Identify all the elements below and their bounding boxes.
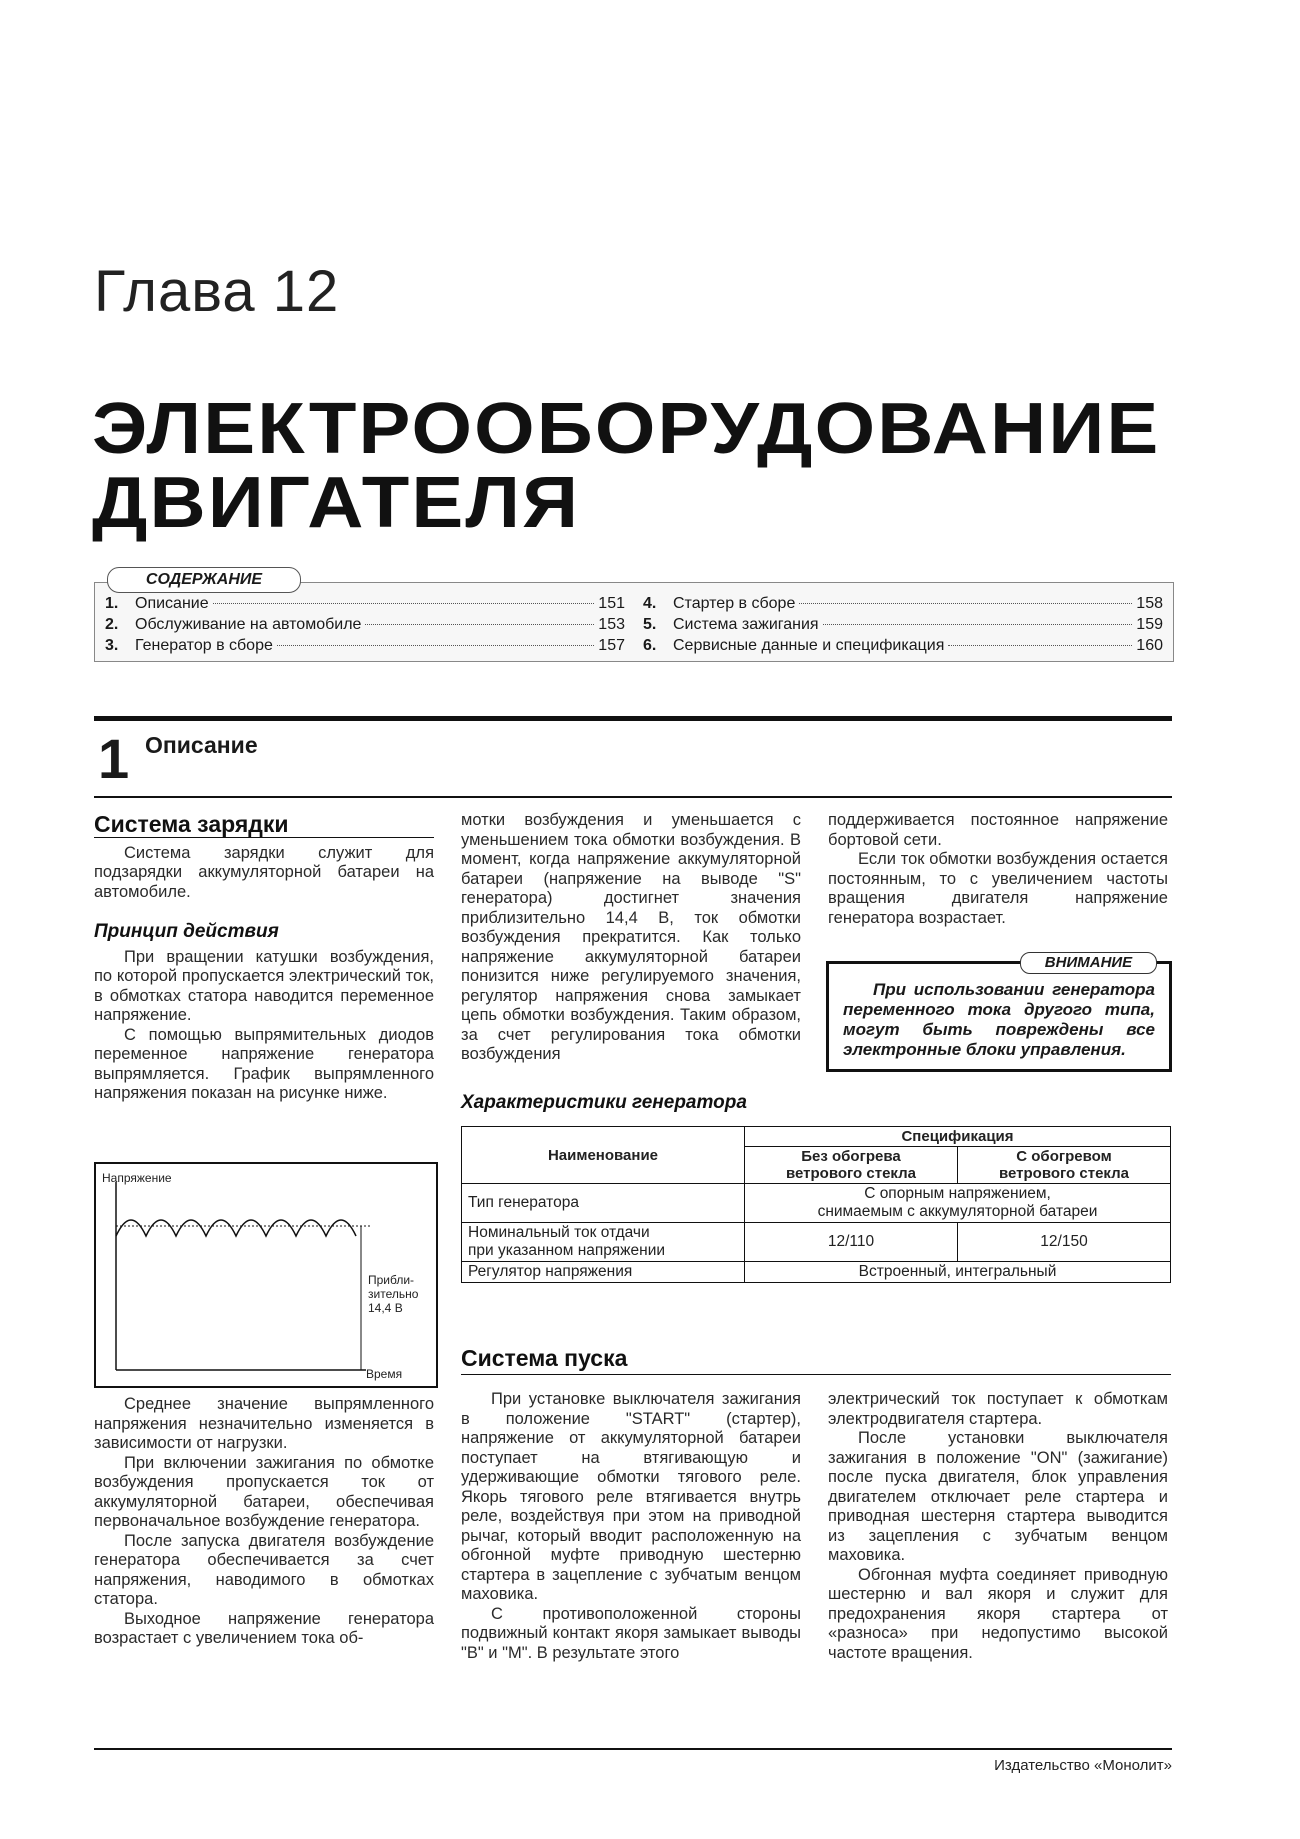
toc-right-column <box>643 593 1163 656</box>
toc-item-number: 3. <box>105 637 119 654</box>
toc-item-page: 153 <box>598 616 625 633</box>
paragraph: После установки выключателя зажигания в положение "ON" (зажигание) после пуска двигателя, блок управления двигателем отключает реле стартера и приводная шестерня стартера выводится из зацепления с зубчатым венцом маховика. <box>828 1429 1168 1564</box>
generator-spec-table <box>461 1126 1171 1283</box>
toc-item-page: 158 <box>1136 595 1163 612</box>
toc-item[interactable] <box>105 635 625 656</box>
toc-item-title: Сервисные данные и спецификация <box>673 637 945 654</box>
table-of-contents <box>94 582 1174 662</box>
toc-item-title: Генератор в сборе <box>135 637 273 654</box>
warning-text: При использовании генератора переменного тока другого типа, могут быть повреждены все электронные блоки управления. <box>843 980 1155 1059</box>
column-3-top <box>828 811 1168 928</box>
column-1-bottom <box>94 1395 434 1649</box>
paragraph: Если ток обмотки возбуждения остается постоянным, то с увеличением частоты вращения двигателя напряжение генератора возрастает. <box>828 850 1168 927</box>
toc-leader <box>799 603 1132 604</box>
graph-level-label-3: 14,4 В <box>368 1301 403 1315</box>
toc-item-number: 2. <box>105 616 119 633</box>
paragraph: С противоположенной стороны подвижный контакт якоря замыкает выводы "B" и "M". В результате этого <box>461 1604 801 1662</box>
toc-left-column <box>105 593 625 656</box>
graph-level-label-1: Прибли- <box>368 1273 415 1287</box>
paragraph: поддерживается постоянное напряжение бортовой сети. <box>828 811 1168 849</box>
footer-rule <box>94 1748 1172 1750</box>
toc-item-page: 157 <box>598 637 625 654</box>
table-header-name: Наименование <box>462 1127 745 1184</box>
voltage-graph <box>94 1162 438 1388</box>
table-cell-value: 12/110 <box>745 1223 958 1262</box>
toc-item-page: 151 <box>598 595 625 612</box>
paragraph: С помощью выпрямительных диодов переменное напряжение генератора выпрямляется. График выпрямленного напряжения показан на рисунке ниже. <box>94 1025 434 1102</box>
graph-y-label: Напряжение <box>102 1171 172 1185</box>
table-subheader-1 <box>745 1147 958 1184</box>
table-row <box>462 1184 1171 1223</box>
toc-item[interactable] <box>105 593 625 614</box>
subheader-line: Без обогрева <box>801 1148 901 1165</box>
column-1-top <box>94 811 434 1104</box>
table-row <box>462 1223 1171 1262</box>
section-divider <box>94 796 1172 798</box>
section-rule <box>94 716 1172 721</box>
paragraph: Выходное напряжение генератора возрастает с увеличением тока об- <box>94 1609 434 1647</box>
toc-item-title: Обслуживание на автомобиле <box>135 616 362 633</box>
toc-item[interactable] <box>105 614 625 635</box>
column-3-bottom <box>828 1390 1168 1663</box>
subheader-line: ветрового стекла <box>998 1165 1129 1182</box>
paragraph: При включении зажигания по обмотке возбуждения пропускается ток от аккумуляторной батареи, обеспечивая первоначальное возбуждение генератора. <box>94 1453 434 1530</box>
table-header-spec: Спецификация <box>745 1127 1171 1147</box>
toc-item-number: 6. <box>643 637 657 654</box>
table-row <box>462 1262 1171 1283</box>
table-heading: Характеристики генератора <box>461 1092 747 1113</box>
charging-heading: Система зарядки <box>94 815 434 838</box>
section-title: Описание <box>145 732 258 758</box>
column-2-top <box>461 811 801 1065</box>
graph-x-label: Время <box>366 1367 403 1381</box>
toc-leader <box>277 645 594 646</box>
paragraph: мотки возбуждения и уменьшается с уменьшением тока обмотки возбуждения. В момент, когда напряжение аккумуляторной батареи (напряжение на выводе "S" генератора) достигнет значения приблизительно 14,4 В, ток обмотки возбуждения прекратится. Как только напряжение аккумуляторной батареи понизится ниже регулируемого значения, регулятор напряжения снова замыкает цепь обмотки возбуждения. Таким образом, за счет регулирования тока обмотки возбуждения <box>461 811 801 1063</box>
cell-line: Номинальный ток отдачи <box>468 1224 650 1241</box>
section-number: 1 <box>98 727 130 790</box>
table-cell-value <box>745 1184 1171 1223</box>
start-heading: Система пуска <box>461 1345 1171 1375</box>
toc-item-title: Система зажигания <box>673 616 819 633</box>
table-subheader-2 <box>957 1147 1170 1184</box>
table-cell-value: 12/150 <box>957 1223 1170 1262</box>
cell-line: снимаемым с аккумуляторной батареи <box>817 1203 1098 1220</box>
cell-line: С опорным напряжением, <box>864 1185 1051 1202</box>
toc-item-number: 5. <box>643 616 657 633</box>
table-header-row <box>462 1127 1171 1147</box>
paragraph: После запуска двигателя возбуждение генератора обеспечивается за счет напряжения, наводимого в обмотках статора. <box>94 1531 434 1608</box>
paragraph: электрический ток поступает к обмоткам электродвигателя стартера. <box>828 1390 1168 1428</box>
toc-item-number: 4. <box>643 595 657 612</box>
subheader-line: ветрового стекла <box>785 1165 916 1182</box>
paragraph: При установке выключателя зажигания в положение "START" (стартер), напряжение от аккумуляторной батареи поступает на втягивающую и удерживающие обмотки тягового реле. Якорь тягового реле втягивается внутрь реле, воздействуя при этом на приводной рычаг, который вводит расположенную на обгонной муфте приводную шестерню стартера в зацепление с зубчатым венцом маховика. <box>461 1390 801 1603</box>
toc-item-title: Стартер в сборе <box>673 595 796 612</box>
toc-leader <box>213 603 595 604</box>
toc-leader <box>948 645 1132 646</box>
table-cell-value: Встроенный, интегральный <box>745 1262 1171 1283</box>
chapter-title-line-1: ЭЛЕКТРООБОРУДОВАНИЕ <box>92 389 1161 469</box>
warning-label: ВНИМАНИЕ <box>1020 952 1157 974</box>
graph-level-label-2: зительно <box>368 1287 419 1301</box>
publisher: Издательство «Монолит» <box>994 1757 1172 1774</box>
toc-item[interactable] <box>643 635 1163 656</box>
toc-item-page: 160 <box>1136 637 1163 654</box>
table-cell-name: Тип генератора <box>462 1184 745 1223</box>
toc-leader <box>823 624 1133 625</box>
toc-item[interactable] <box>643 614 1163 635</box>
cell-line: при указанном напряжении <box>468 1242 666 1259</box>
table-cell-name: Регулятор напряжения <box>462 1262 745 1283</box>
chapter-title-line-2: ДВИГАТЕЛЯ <box>92 463 581 543</box>
subheader-line: С обогревом <box>1016 1148 1112 1165</box>
table-cell-name <box>462 1223 745 1262</box>
toc-item-number: 1. <box>105 595 119 612</box>
toc-leader <box>365 624 594 625</box>
toc-label: СОДЕРЖАНИЕ <box>107 567 301 593</box>
chapter-label: Глава 12 <box>94 259 340 324</box>
paragraph: Среднее значение выпрямленного напряжения незначительно изменяется в зависимости от нагрузки. <box>94 1395 434 1452</box>
paragraph: Система зарядки служит для подзарядки аккумуляторной батареи на автомобиле. <box>94 843 434 901</box>
paragraph: Обгонная муфта соединяет приводную шестерню и вал якоря и служит для предохранения якоря стартера от «разноса» при недопустимо высокой частоте вращения. <box>828 1565 1168 1662</box>
column-2-bottom <box>461 1390 801 1663</box>
principle-heading: Принцип действия <box>94 921 279 942</box>
toc-item-title: Описание <box>135 595 209 612</box>
toc-item[interactable] <box>643 593 1163 614</box>
paragraph: При вращении катушки возбуждения, по которой пропускается электрический ток, в обмотках статора наводится переменное напряжение. <box>94 947 434 1024</box>
toc-item-page: 159 <box>1136 616 1163 633</box>
chapter-title <box>92 389 1161 543</box>
voltage-graph-svg <box>96 1164 436 1386</box>
